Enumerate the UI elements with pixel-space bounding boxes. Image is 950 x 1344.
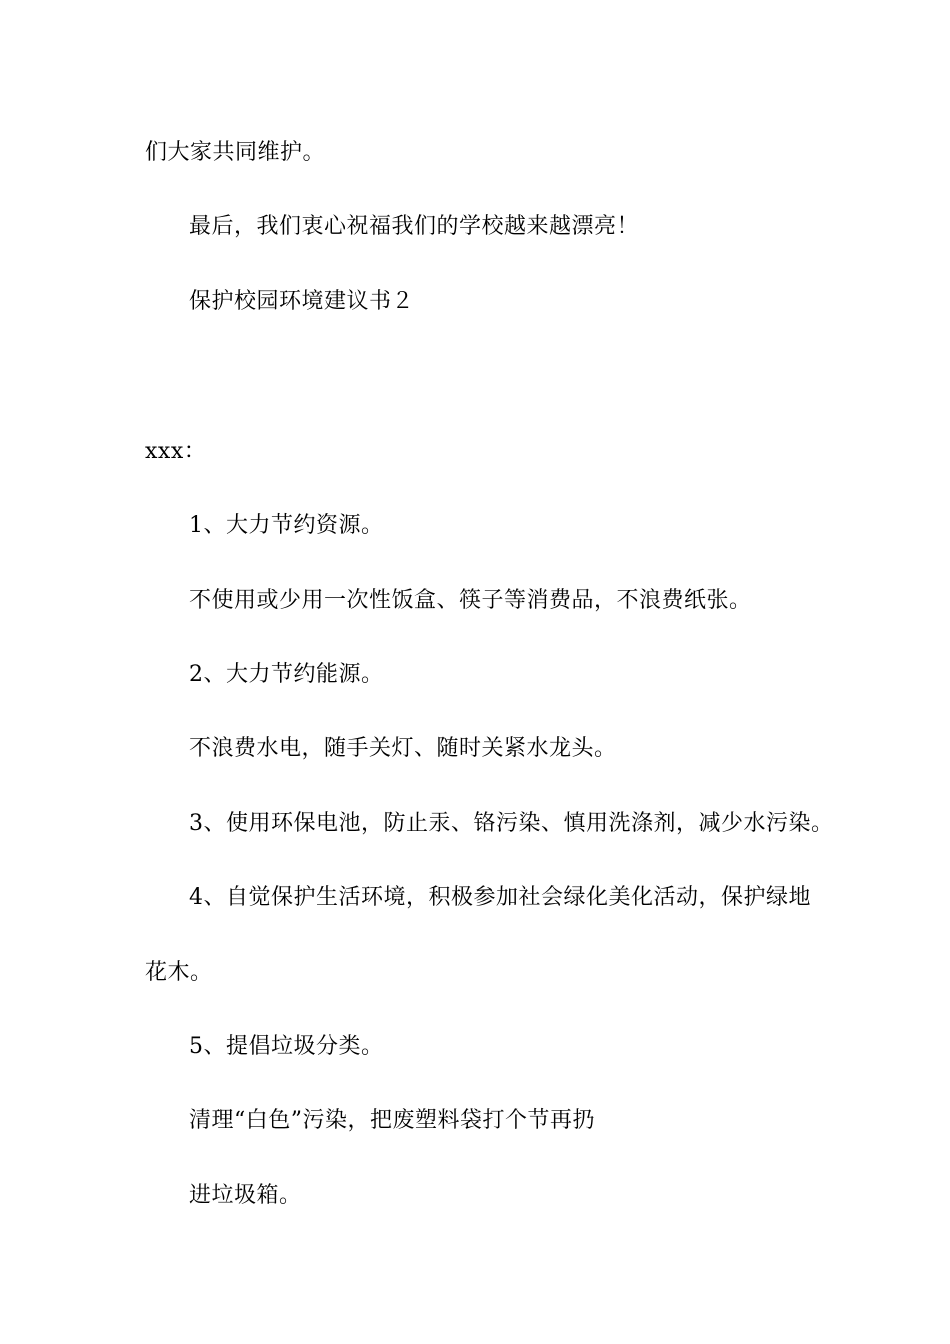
section-title: 保护校园环境建议书２	[189, 289, 415, 314]
list-item-heading: 4、自觉保护生活环境，积极参加社会绿化美化活动，保护绿地	[189, 885, 811, 910]
closing-wish: 最后，我们衷心祝福我们的学校越来越漂亮！	[189, 214, 640, 239]
salutation: xxx：	[145, 439, 207, 464]
list-item-heading: 2、大力节约能源。	[189, 662, 384, 687]
list-item-text: 不浪费水电，随手关灯、随时关紧水龙头。	[189, 736, 617, 761]
list-item-continuation: 进垃圾箱。	[189, 1183, 302, 1208]
list-item-text: 清理“白色”污染，把废塑料袋打个节再扔	[189, 1108, 595, 1133]
list-item-text: 不使用或少用一次性饭盒、筷子等消费品，不浪费纸张。	[189, 588, 752, 613]
list-item-heading: 3、使用环保电池，防止汞、铬污染、慎用洗涤剂，减少水污染。	[189, 811, 834, 836]
paragraph-continuation: 们大家共同维护。	[145, 140, 326, 165]
list-item-heading: 1、大力节约资源。	[189, 513, 384, 538]
list-item-continuation: 花木。	[145, 960, 213, 985]
list-item-heading: 5、提倡垃圾分类。	[189, 1034, 384, 1059]
